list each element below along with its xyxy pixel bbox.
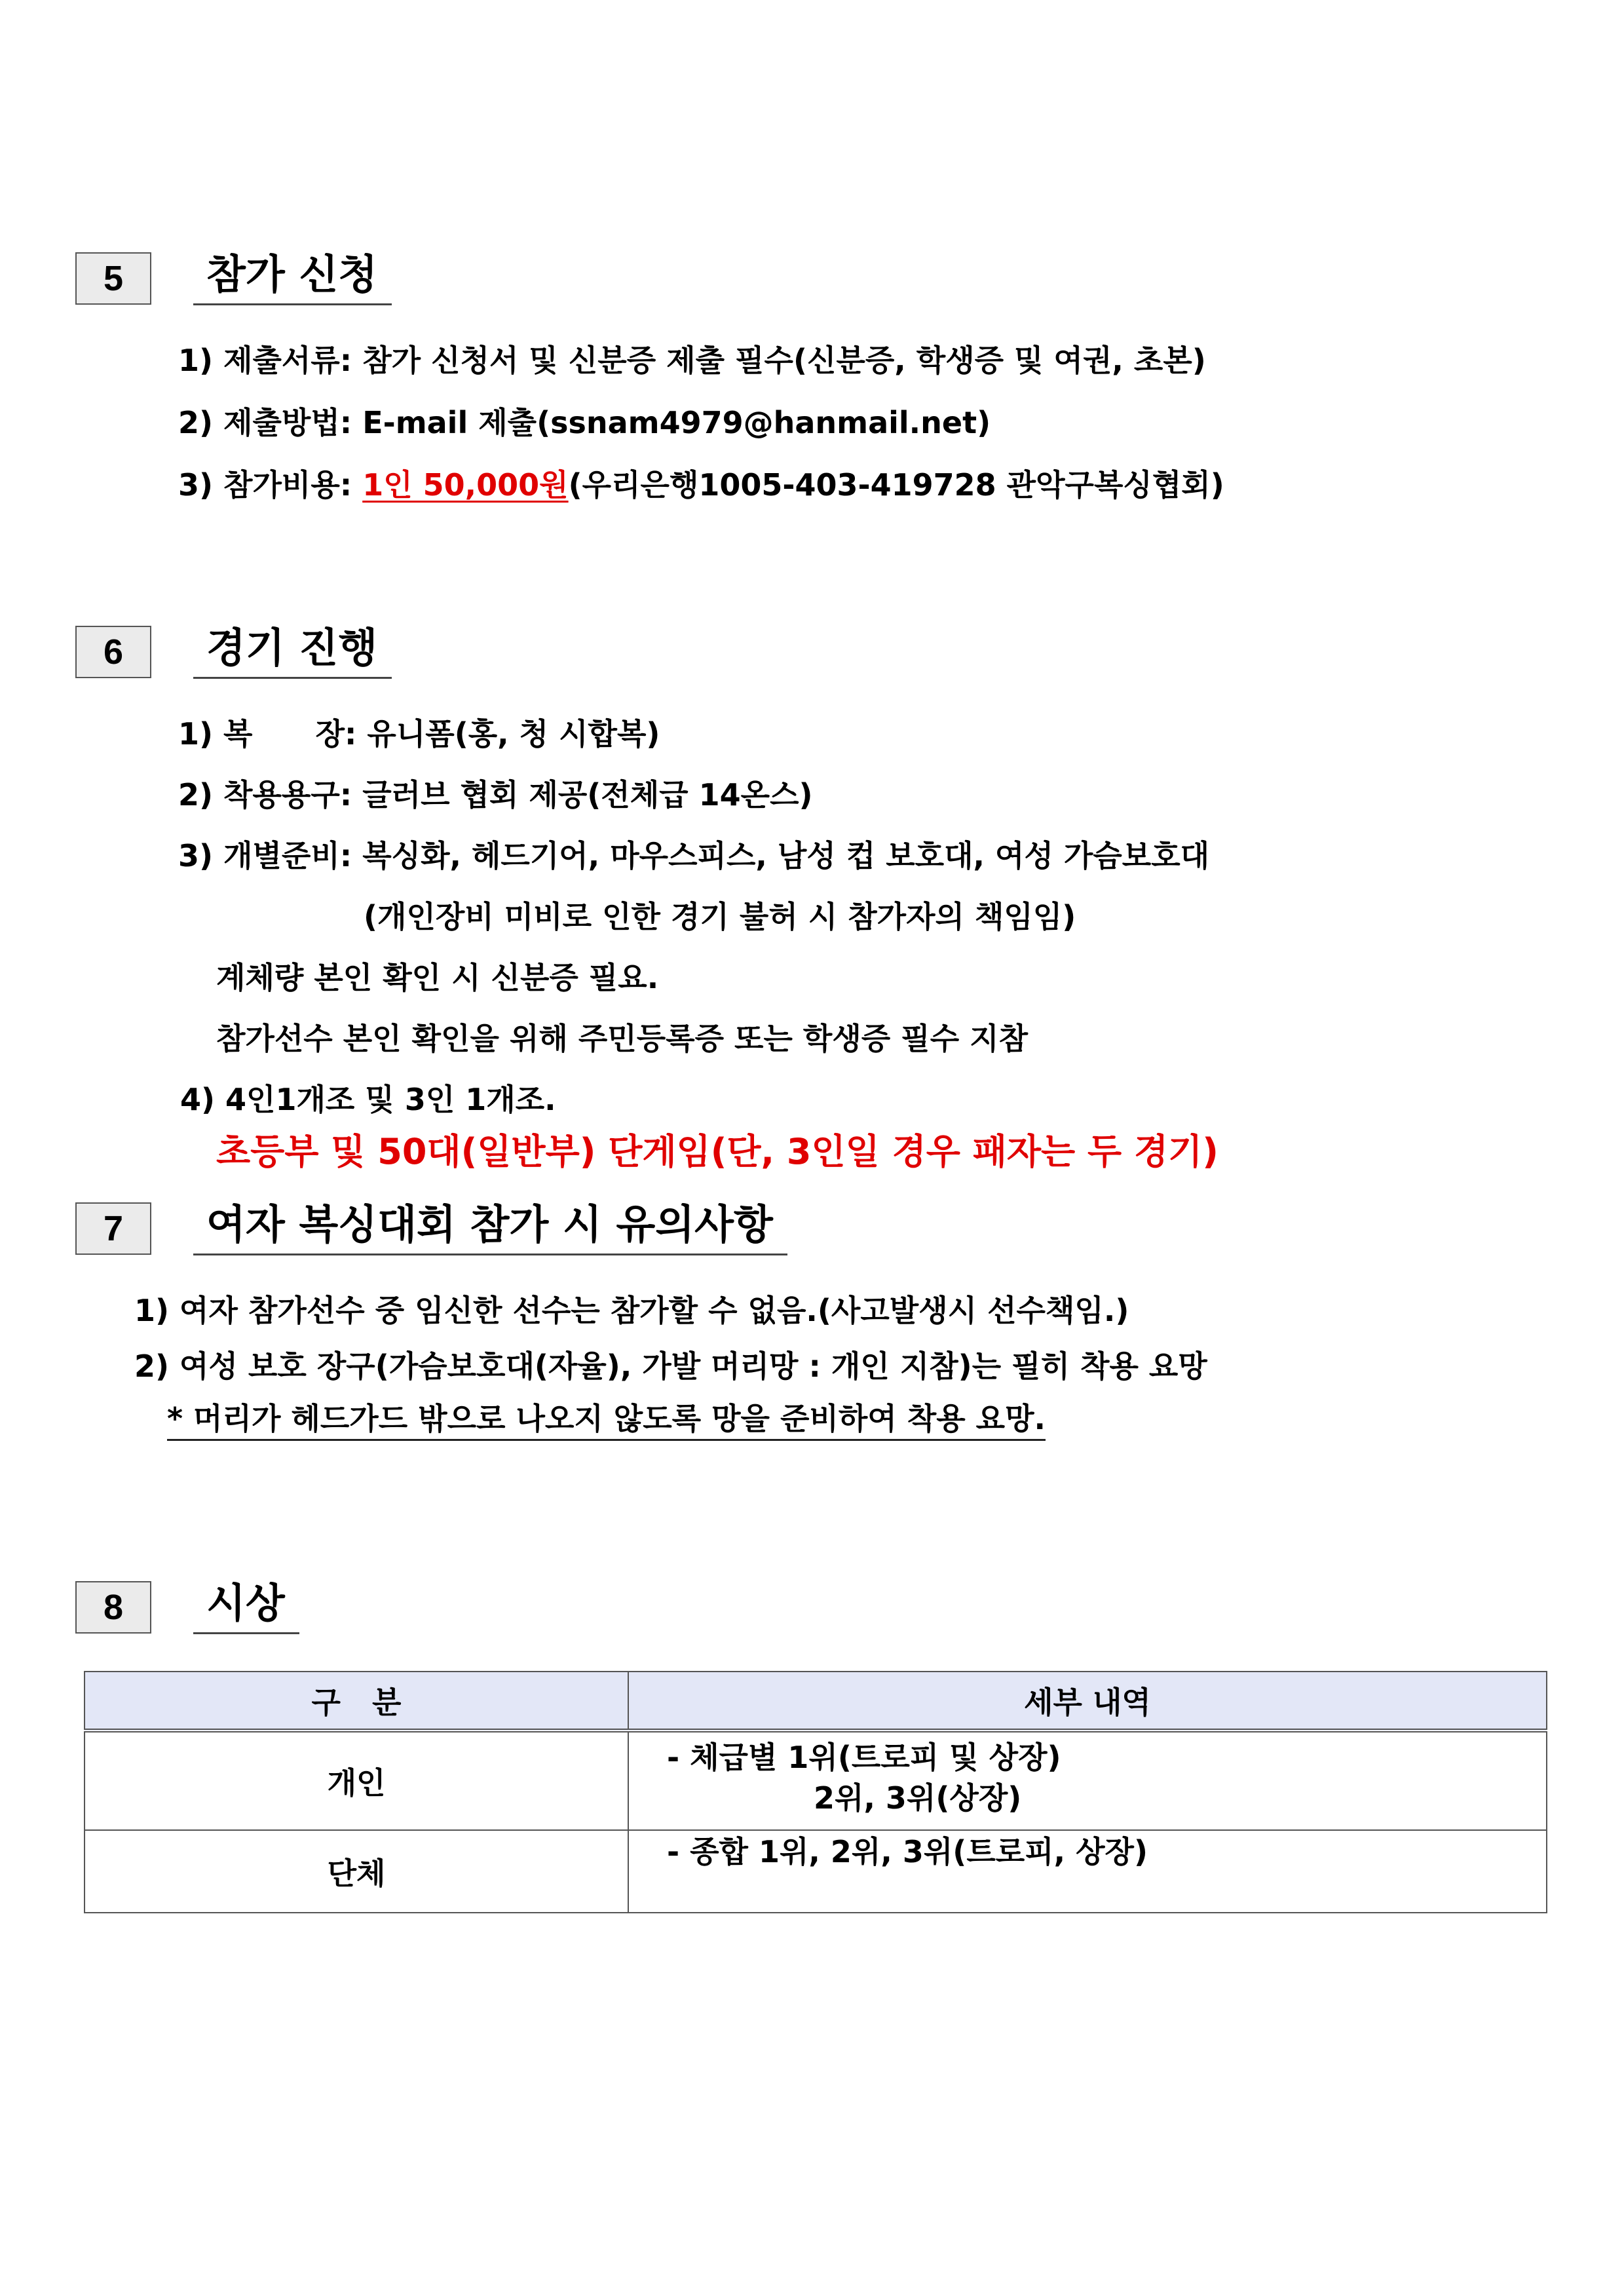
sec6-id-note: 참가선수 본인 확인을 위해 주민등록증 또는 학생증 필수 지참 bbox=[216, 1021, 1029, 1056]
detail-line: - 종합 1위, 2위, 3위(트로피, 상장) bbox=[667, 1834, 1148, 1869]
fee-amount: 1인 50,000원 bbox=[362, 467, 569, 503]
section-title: 참가 신청 bbox=[193, 248, 392, 305]
section-number: 7 bbox=[75, 1202, 151, 1255]
sec5-item-3 bbox=[178, 465, 1224, 505]
sec6-item-3: 3) 개별준비: 복싱화, 헤드기어, 마우스피스, 남성 컵 보호대, 여성 가슴보호대 bbox=[178, 838, 1210, 873]
section-title: 여자 복싱대회 참가 시 유의사항 bbox=[193, 1198, 787, 1255]
sec5-item-1: 1) 제출서류: 참가 신청서 및 신분증 제출 필수(신분증, 학생증 및 여권, 초본) bbox=[178, 343, 1206, 378]
section-title: 경기 진행 bbox=[193, 622, 392, 679]
sec7-item-1: 1) 여자 참가선수 중 임신한 선수는 참가할 수 없음.(사고발생시 선수책임.) bbox=[134, 1293, 1129, 1328]
fee-label: 3) 참가비용: bbox=[178, 467, 363, 503]
row-category: 개인 bbox=[85, 1731, 628, 1830]
sec7-item-2: 2) 여성 보호 장구(가슴보호대(자율), 가발 머리망 : 개인 지참)는 필히 착용 요망 bbox=[134, 1349, 1207, 1384]
section-number: 5 bbox=[75, 252, 151, 305]
sec6-red-note: 초등부 및 50대(일반부) 단게임(단, 3인일 경우 패자는 두 경기) bbox=[216, 1131, 1218, 1172]
fee-account: (우리은행1005-403-419728 관악구복싱협회) bbox=[568, 467, 1224, 503]
row-category: 단체 bbox=[85, 1830, 628, 1913]
section-number: 6 bbox=[75, 626, 151, 678]
sec5-item-2: 2) 제출방법: E-mail 제출(ssnam4979@hanmail.net) bbox=[178, 405, 991, 440]
award-table bbox=[84, 1671, 1547, 1913]
header-detail: 세부 내역 bbox=[628, 1672, 1547, 1731]
row-detail bbox=[628, 1731, 1547, 1830]
sec6-weighin-note: 계체량 본인 확인 시 신분증 필요. bbox=[216, 960, 659, 995]
header-category: 구 분 bbox=[85, 1672, 628, 1731]
table-row bbox=[85, 1830, 1547, 1913]
sec7-note bbox=[167, 1399, 1046, 1438]
section-title: 시상 bbox=[193, 1577, 299, 1634]
sec6-item-4: 4) 4인1개조 및 3인 1개조. bbox=[180, 1082, 556, 1117]
sec6-item-2: 2) 착용용구: 글러브 협회 제공(전체급 14온스) bbox=[178, 777, 813, 813]
row-detail bbox=[628, 1830, 1547, 1913]
section-number: 8 bbox=[75, 1581, 151, 1634]
sec7-note-text: * 머리가 헤드가드 밖으로 나오지 않도록 망을 준비하여 착용 요망. bbox=[167, 1401, 1046, 1441]
sec6-item-1: 1) 복 장: 유니폼(홍, 청 시합복) bbox=[178, 716, 660, 752]
table-row bbox=[85, 1731, 1547, 1830]
table-header-row bbox=[85, 1672, 1547, 1731]
sec6-item-3-note: (개인장비 미비로 인한 경기 불허 시 참가자의 책임임) bbox=[364, 899, 1076, 934]
detail-line: 2위, 3위(상장) bbox=[814, 1780, 1022, 1816]
detail-line: - 체급별 1위(트로피 및 상장) bbox=[667, 1740, 1061, 1775]
